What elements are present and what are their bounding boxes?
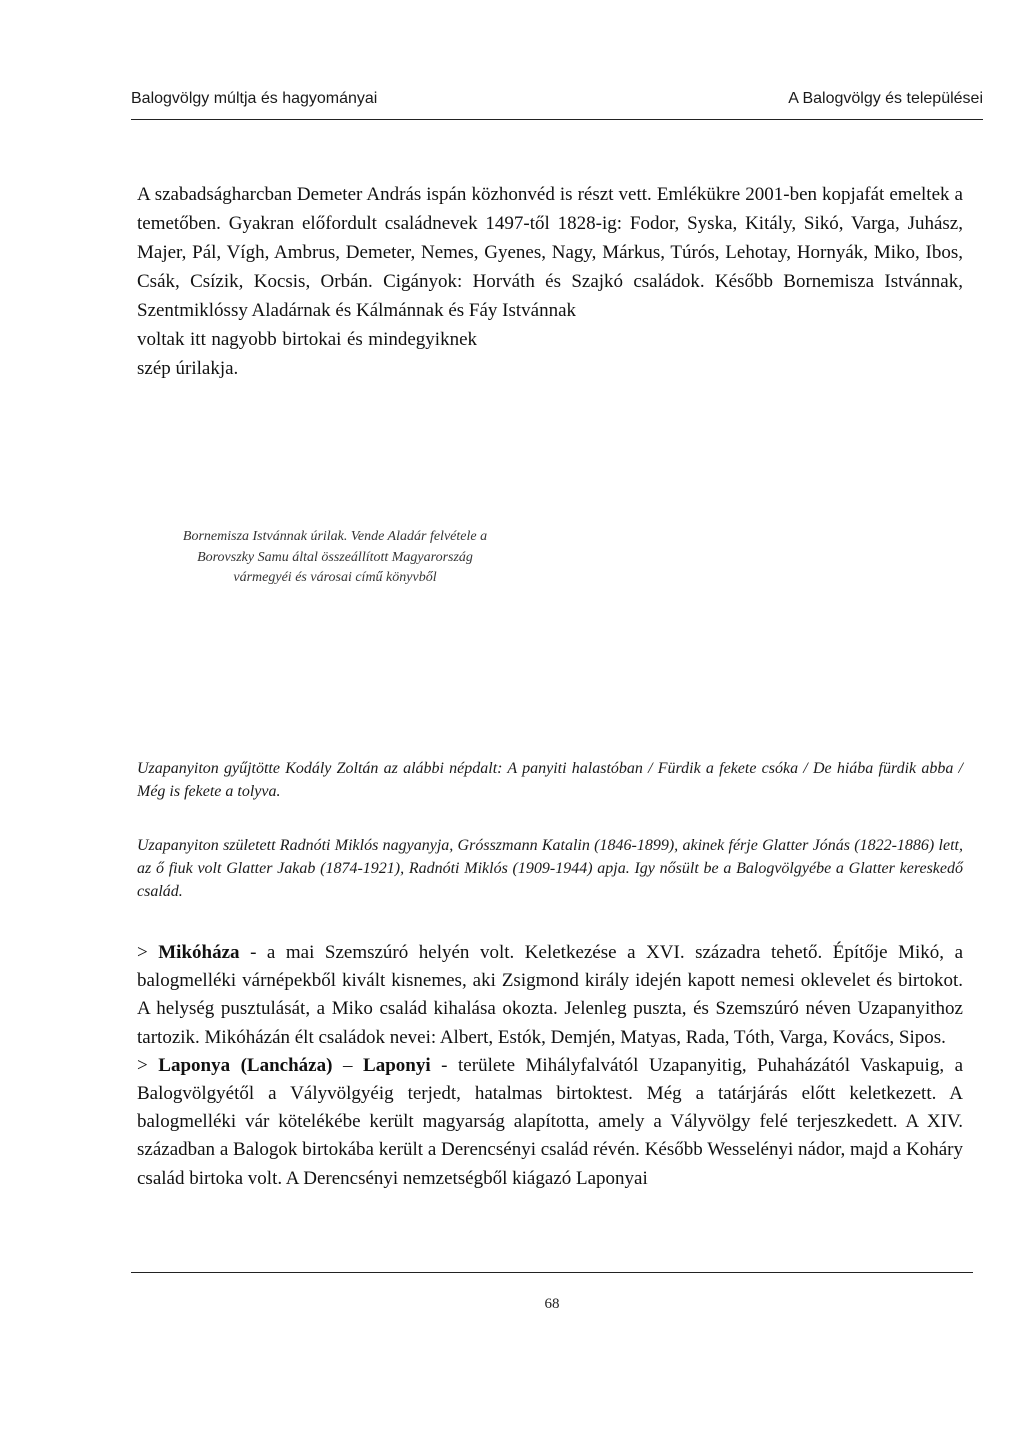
mikohaza-name: Mikóháza bbox=[158, 942, 240, 963]
settlement-entries bbox=[137, 939, 963, 1193]
header-book-title: Balogvölgy múltja és hagyományai bbox=[131, 90, 378, 107]
laponya-alt-name: Laponyi bbox=[363, 1054, 431, 1076]
mikohaza-text: - a mai Szemszúró helyén volt. Keletkezése a XVI. századra tehető. Építője Mikó, a balogmelléki várnépekből kivált kisnemes, aki Zsigmond király idején kapott nemesi oklevelet és birtokot. A helység pusztulását, a Miko család kihalása okozta. Jelenleg puszta, és Szemszúró néven Uzapanyithoz tartozik. Mikóházán élt családok nevei: Albert, Estók, Demjén, Matyas, Rada, Tóth, Varga, Kovács, Sipos. bbox=[137, 942, 964, 1048]
intro-text-continued: voltak itt nagyobb birtokai és mindegyiknek szép úrilakja. bbox=[137, 329, 477, 379]
folksong-note: Uzapanyiton gyűjtötte Kodály Zoltán az alábbi népdalt: A panyiti halastóban / Fürdik a fekete csóka / De hiába fürdik abba / Még is fekete a tolyva. bbox=[137, 760, 963, 800]
radnoti-note: Uzapanyiton született Radnóti Miklós nagyanyja, Grósszmann Katalin (1846-1899), akinek férje Glatter Jónás (1822-1886) lett, az ő fiuk volt Glatter Jakab (1874-1921), Radnóti Miklós (1909-1944) apja. Igy nősült be a Balogvölgyébe a Glatter kereskedő család. bbox=[137, 837, 963, 900]
laponya-name: Laponya (Lancháza) bbox=[158, 1054, 333, 1076]
footer-divider bbox=[131, 1272, 973, 1273]
laponya-text: - területe Mihályfalvától Uzapanyitig, Puhaházától Vaskapuig, a Balogvölgyétől a Vályvölgyéig terjedt, hatalmas birtoktest. Még a tatárjárás előtt keletkezett. A balogmelléki vár kötelékébe került magyarság alapította, amely a Vályvölgy felé terjeszkedett. A XIV. században a Balogok birtokába került a Derencsényi család révén. Később Wesselényi nádor, majd a Koháry család birtoka volt. A Derencsényi nemzetségből kiágazó Laponyai bbox=[137, 1054, 964, 1189]
header-chapter-title: A Balogvölgy és települései bbox=[788, 90, 983, 107]
page-number: 68 bbox=[544, 1296, 560, 1312]
laponya-marker: > bbox=[137, 1054, 148, 1076]
header-divider bbox=[131, 119, 983, 120]
image-caption: Bornemisza Istvánnak úrilak. Vende Aladár felvétele a Borovszky Samu által összeállított Magyarország vármegyéi és városai című könyvből bbox=[182, 529, 488, 585]
running-header bbox=[131, 90, 983, 108]
intro-paragraph bbox=[137, 180, 963, 383]
intro-text: A szabadságharcban Demeter András ispán közhonvéd is részt vett. Emlékükre 2001-ben kopjafát emeltek a temetőben. Gyakran előfordult családnevek 1497-től 1828-ig: Fodor, Syska, Kitály, Sikó, Varga, Juhász, Majer, Pál, Vígh, Ambrus, Demeter, Nemes, Gyenes, Nagy, Márkus, Túrós, Lehotay, Hornyák, Miko, Ibos, Csák, Csízik, Kocsis, Orbán. Cigányok: Horváth és Szajkó családok. Később Bornemisza Istvánnak, Szentmiklóssy Aladárnak és Kálmánnak és Fáy Istvánnak bbox=[137, 184, 963, 321]
mikohaza-marker: > bbox=[137, 942, 148, 963]
laponya-dash: – bbox=[342, 1054, 353, 1076]
